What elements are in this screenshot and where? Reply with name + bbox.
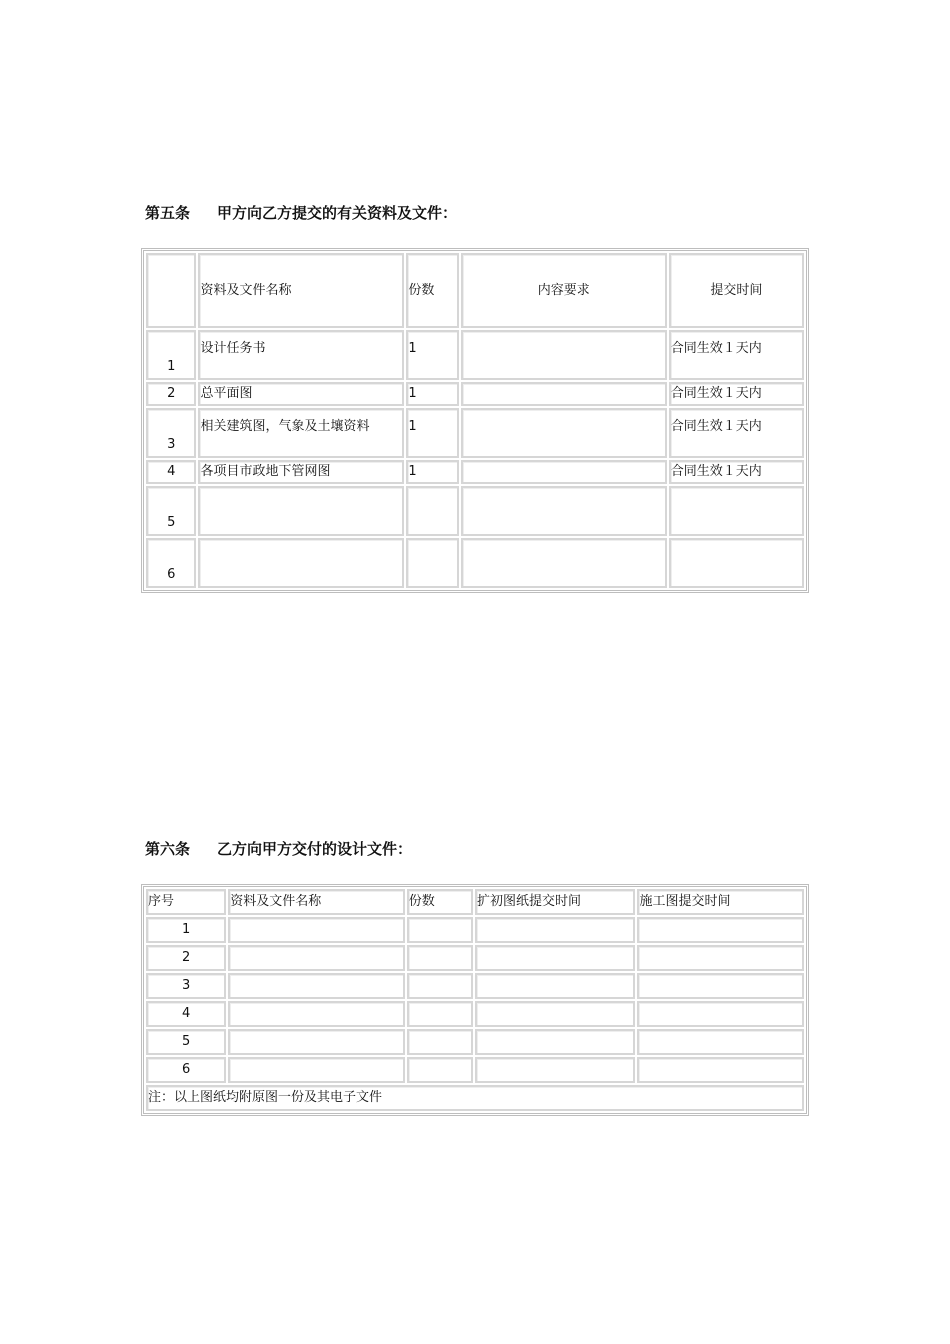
header-cell-copies: 份数 xyxy=(406,253,458,328)
row-copies: 1 xyxy=(406,460,458,484)
row-cell xyxy=(637,917,804,943)
row-number: 5 xyxy=(146,486,196,536)
row-name xyxy=(198,538,404,588)
row-copies xyxy=(406,538,458,588)
row-cell xyxy=(407,973,473,999)
row-time xyxy=(669,486,804,536)
section6-table-wrap xyxy=(141,884,809,1116)
table-row xyxy=(146,1001,804,1027)
row-cell xyxy=(637,1057,804,1083)
row-copies xyxy=(406,486,458,536)
section5-table-wrap xyxy=(141,248,809,593)
row-cell xyxy=(475,1057,635,1083)
row-requirements xyxy=(461,538,667,588)
row-cell xyxy=(475,1001,635,1027)
row-number: 3 xyxy=(146,408,196,458)
row-time: 合同生效１天内 xyxy=(669,408,804,458)
row-cell xyxy=(228,917,405,943)
table-row xyxy=(146,330,804,380)
table-row xyxy=(146,382,804,406)
section5-title: 甲方向乙方提交的有关资料及文件： xyxy=(217,204,458,222)
row-requirements xyxy=(461,330,667,380)
row-number: 1 xyxy=(146,917,226,943)
header-cell-serial: 序号 xyxy=(146,889,226,915)
row-time xyxy=(669,538,804,588)
header-cell-construction-time: 施工图提交时间 xyxy=(637,889,804,915)
header-cell-requirements: 内容要求 xyxy=(461,253,667,328)
row-cell xyxy=(475,973,635,999)
row-cell xyxy=(407,1057,473,1083)
table-row xyxy=(146,1029,804,1055)
row-name xyxy=(198,486,404,536)
table-row xyxy=(146,917,804,943)
table-note-row xyxy=(146,1085,804,1111)
header-cell-name: 资料及文件名称 xyxy=(228,889,405,915)
row-cell xyxy=(228,945,405,971)
row-number: 1 xyxy=(146,330,196,380)
table-row xyxy=(146,973,804,999)
row-name: 总平面图 xyxy=(198,382,404,406)
row-number: 2 xyxy=(146,382,196,406)
row-number: 3 xyxy=(146,973,226,999)
row-requirements xyxy=(461,460,667,484)
table-row xyxy=(146,460,804,484)
section6-title: 乙方向甲方交付的设计文件： xyxy=(217,840,413,858)
header-cell-submit-time: 提交时间 xyxy=(669,253,804,328)
row-cell xyxy=(228,973,405,999)
row-copies: 1 xyxy=(406,382,458,406)
row-requirements xyxy=(461,408,667,458)
row-cell xyxy=(475,917,635,943)
row-copies: 1 xyxy=(406,408,458,458)
row-time: 合同生效１天内 xyxy=(669,382,804,406)
row-cell xyxy=(407,1001,473,1027)
row-cell xyxy=(228,1029,405,1055)
table-row xyxy=(146,408,804,458)
header-cell-preliminary-time: 扩初图纸提交时间 xyxy=(475,889,635,915)
row-cell xyxy=(637,1029,804,1055)
section5-heading xyxy=(145,202,457,223)
row-name: 各项目市政地下管网图 xyxy=(198,460,404,484)
table-row xyxy=(146,945,804,971)
section6-table xyxy=(141,884,809,1116)
row-copies: 1 xyxy=(406,330,458,380)
row-number: 6 xyxy=(146,538,196,588)
row-cell xyxy=(407,1029,473,1055)
row-cell xyxy=(637,1001,804,1027)
row-cell xyxy=(475,945,635,971)
table-header-row xyxy=(146,889,804,915)
row-cell xyxy=(407,917,473,943)
table-note: 注：以上图纸均附原图一份及其电子文件 xyxy=(146,1085,804,1111)
section5-article-number: 第五条 xyxy=(145,204,191,222)
header-cell-blank xyxy=(146,253,196,328)
header-cell-name: 资料及文件名称 xyxy=(198,253,404,328)
row-number: 4 xyxy=(146,460,196,484)
row-cell xyxy=(475,1029,635,1055)
table-header-row xyxy=(146,253,804,328)
table-row xyxy=(146,486,804,536)
row-number: 6 xyxy=(146,1057,226,1083)
row-cell xyxy=(637,945,804,971)
row-name: 设计任务书 xyxy=(198,330,404,380)
row-number: 2 xyxy=(146,945,226,971)
row-requirements xyxy=(461,382,667,406)
table-row xyxy=(146,1057,804,1083)
row-cell xyxy=(637,973,804,999)
header-cell-copies: 份数 xyxy=(407,889,473,915)
row-name: 相关建筑图，气象及土壤资料 xyxy=(198,408,404,458)
row-number: 4 xyxy=(146,1001,226,1027)
row-cell xyxy=(407,945,473,971)
row-cell xyxy=(228,1057,405,1083)
table-row xyxy=(146,538,804,588)
row-number: 5 xyxy=(146,1029,226,1055)
row-time: 合同生效１天内 xyxy=(669,330,804,380)
row-requirements xyxy=(461,486,667,536)
row-time: 合同生效１天内 xyxy=(669,460,804,484)
section5-table xyxy=(141,248,809,593)
row-cell xyxy=(228,1001,405,1027)
section6-heading xyxy=(145,838,412,859)
section6-article-number: 第六条 xyxy=(145,840,191,858)
